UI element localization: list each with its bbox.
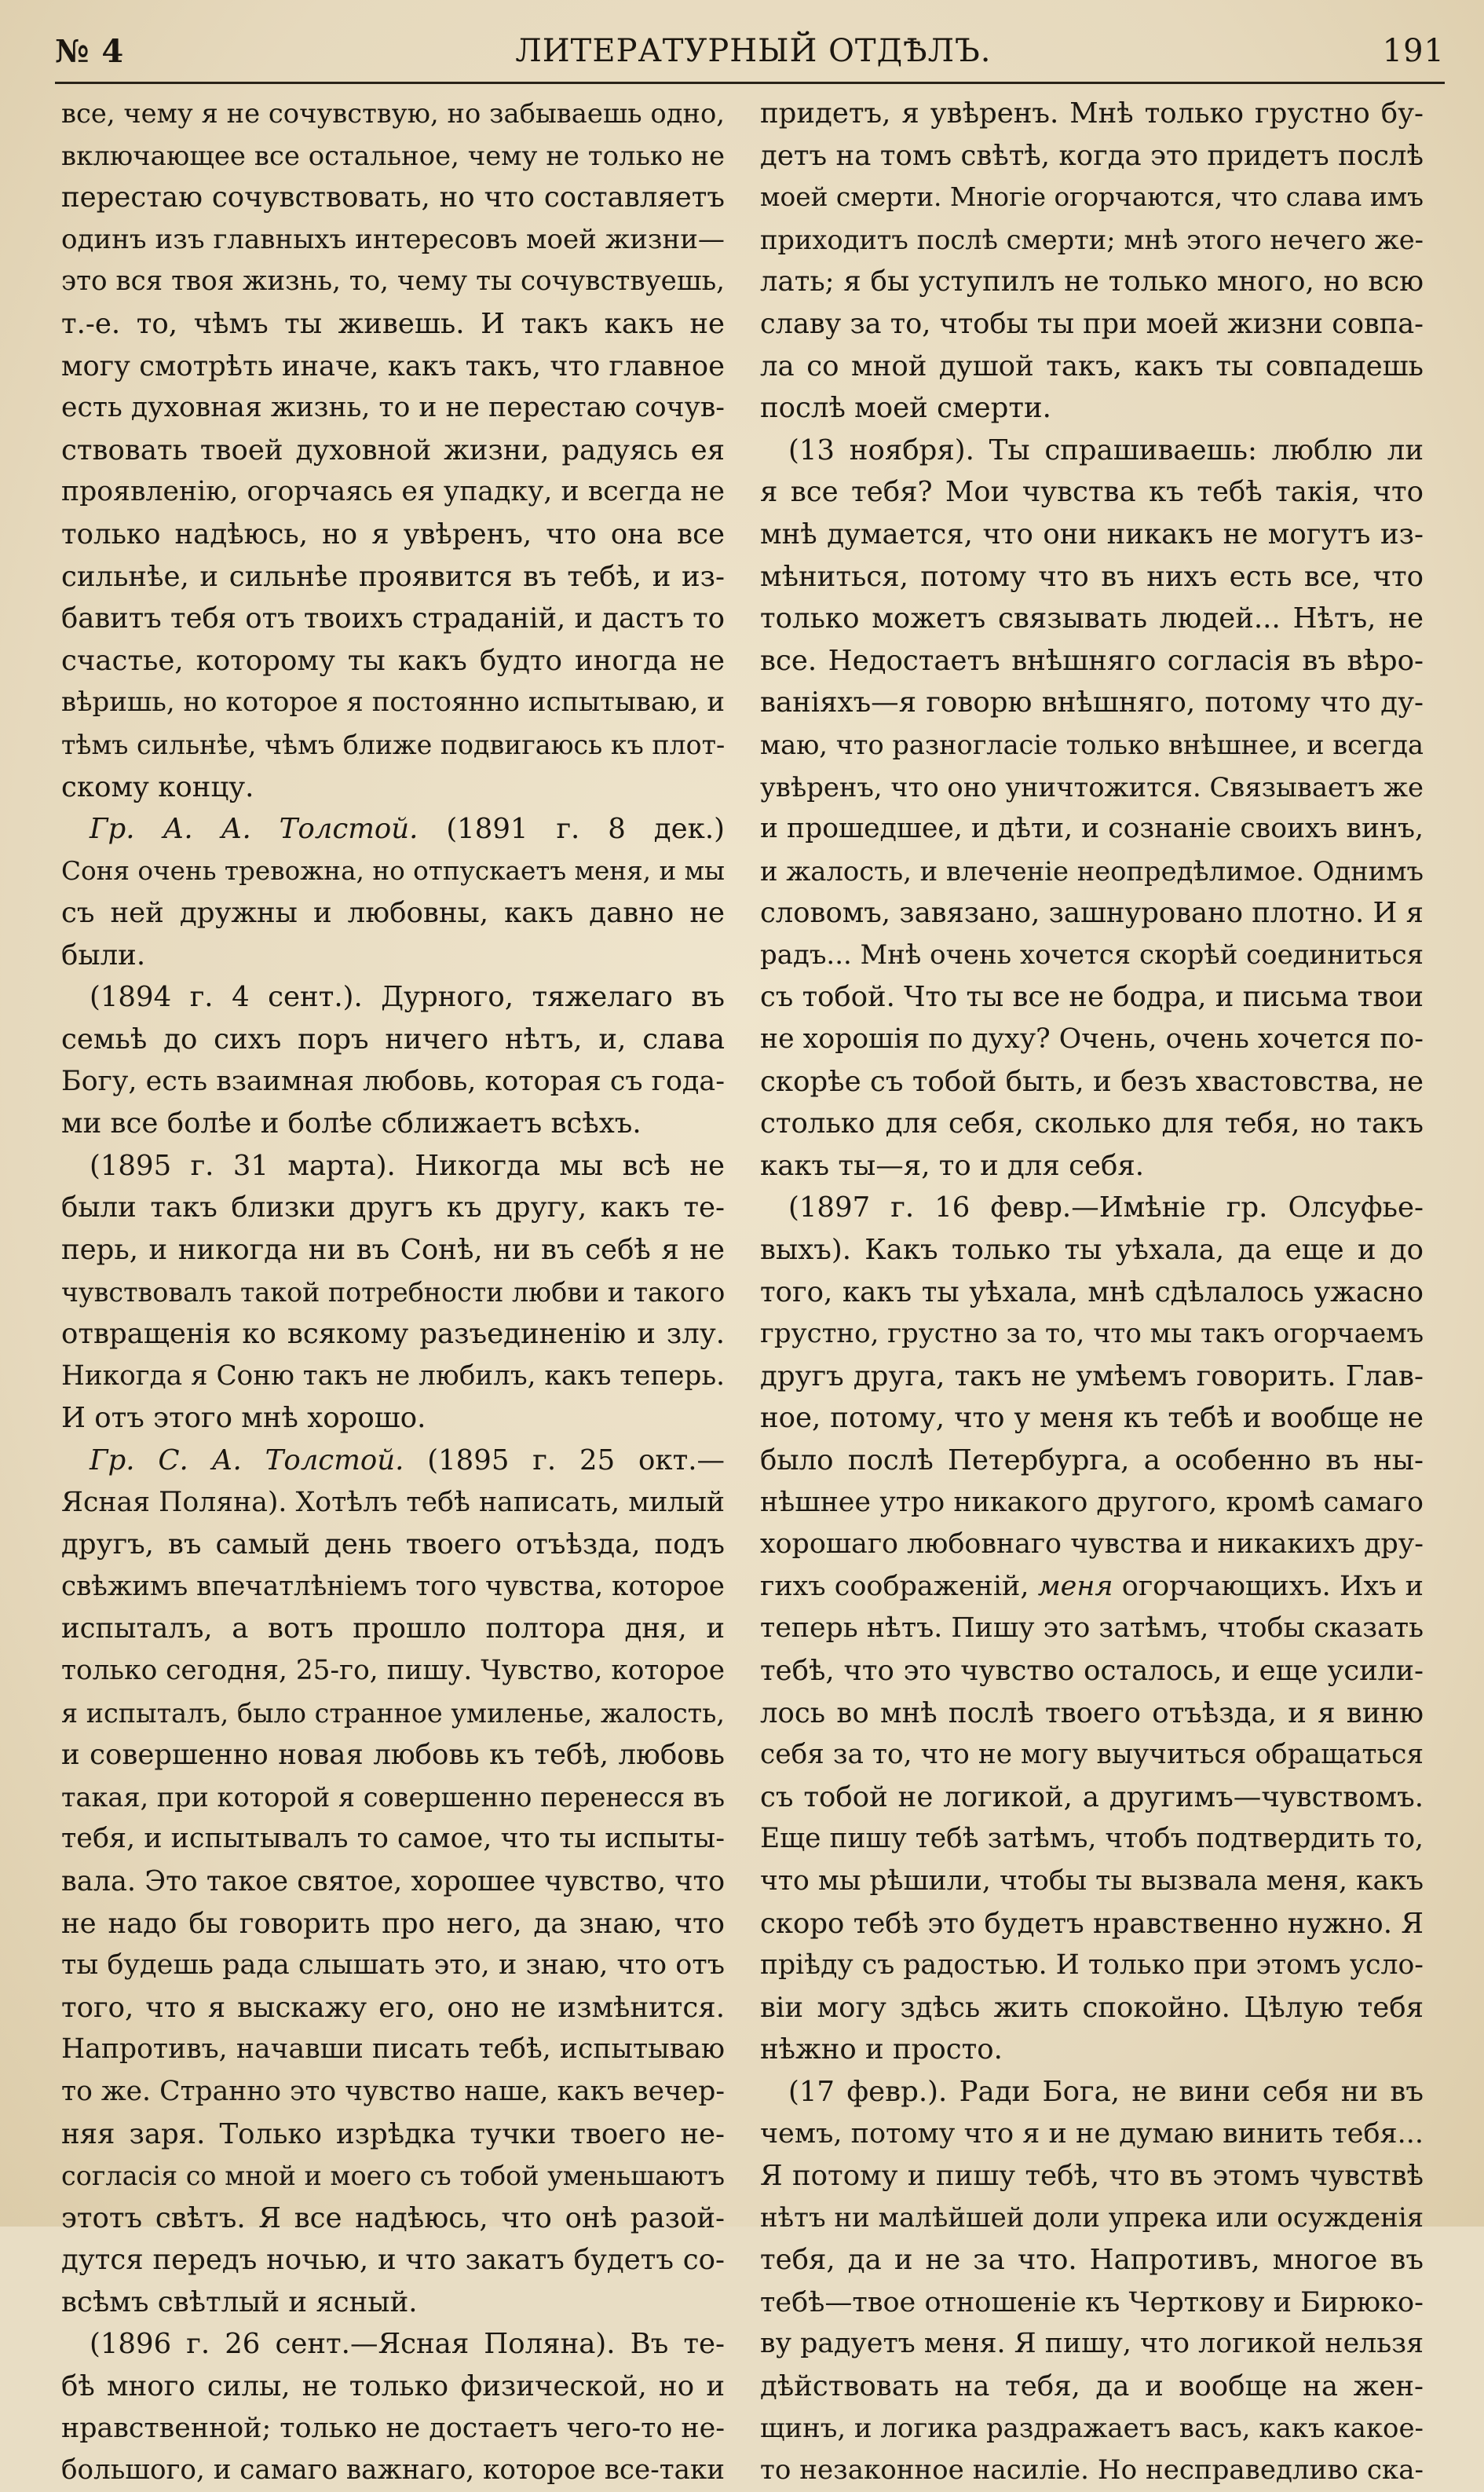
- text-line: (13 ноября). Ты спрашиваешь: люблю ли: [788, 434, 1424, 467]
- text-line: ла со мной душой такъ, какъ ты совпадешь: [760, 349, 1424, 382]
- text-line: приходитъ послѣ смерти; мнѣ этого нечего же-: [760, 224, 1424, 255]
- text-line: что мы рѣшили, чтобы ты вызвала меня, какъ: [760, 1864, 1424, 1897]
- text-line: съ тобой не логикой, а другимъ—чувствомъ.: [760, 1780, 1424, 1813]
- text-line: Никогда я Соню такъ не любилъ, какъ теперь.: [61, 1359, 725, 1392]
- text-line: это вся твоя жизнь, то, чему ты сочувствуешь,: [61, 265, 725, 298]
- text-line: выхъ). Какъ только ты уѣхала, да еще и до: [760, 1234, 1424, 1267]
- section-title: ЛИТЕРАТУРНЫЙ ОТДѢЛЪ.: [515, 33, 992, 69]
- text-line: и прошедшее, и дѣти, и сознаніе своихъ винъ,: [760, 813, 1424, 845]
- text-line: съ ней дружны и любовны, какъ давно не: [61, 897, 725, 930]
- text-line: одинъ изъ главныхъ интересовъ моей жизни—: [61, 223, 725, 255]
- text-line: такая, при которой я совершенно перенесся въ: [61, 1781, 725, 1813]
- text-line: сильнѣе, и сильнѣе проявится въ тебѣ, и из-: [61, 560, 725, 593]
- text-line: (1894 г. 4 сент.). Дурного, тяжелаго въ: [90, 981, 725, 1014]
- text-line: бѣ много силы, не только физической, но и: [61, 2370, 725, 2403]
- text-line: вала. Это такое святое, хорошее чувство, что: [61, 1864, 726, 1897]
- text-line: съ тобой. Что ты все не бодра, и письма твои: [760, 981, 1424, 1014]
- text-line: то же. Странно это чувство наше, какъ вечер-: [61, 2075, 725, 2107]
- text-line: т.-е. то, чѣмъ ты живешь. И такъ какъ не: [61, 307, 725, 340]
- text-line: грустно, грустно за то, что мы такъ огорчаемъ: [760, 1318, 1424, 1350]
- text-line: мнѣ думается, что они никакъ не могутъ из-: [760, 518, 1424, 551]
- text-line: были.: [61, 939, 146, 972]
- text-line: большого, и самаго важнаго, которое все-таки: [61, 2454, 725, 2487]
- text-line: этотъ свѣтъ. Я все надѣюсь, что онѣ разой-: [61, 2201, 725, 2234]
- text-line: того, что я выскажу его, оно не измѣнится.: [61, 1991, 725, 2024]
- text-line: хорошаго любовнаго чувства и никакихъ дру-: [760, 1528, 1424, 1561]
- text-line: віи могу здѣсь жить спокойно. Цѣлую тебя: [760, 1991, 1424, 2024]
- text-line: ное, потому, что у меня къ тебѣ и вообще не: [760, 1402, 1424, 1435]
- text-line: Гр. С. А. Толстой. (1895 г. 25 окт.—: [90, 1444, 725, 1477]
- text-line: пріѣду съ радостью. И только при этомъ усло-: [760, 1949, 1424, 1982]
- text-line: скому концу.: [61, 770, 254, 803]
- text-line: чемъ, потому что я и не думаю винить тебя...: [760, 2117, 1424, 2150]
- text-line: (1896 г. 26 сент.—Ясная Поляна). Въ те-: [90, 2328, 725, 2361]
- header-rule: [55, 82, 1445, 84]
- text-line: счастье, которому ты какъ будто иногда не: [61, 644, 725, 677]
- text-line: придетъ, я увѣренъ. Мнѣ только грустно бу-: [760, 97, 1424, 130]
- text-line: тебѣ, что это чувство осталось, и еще усили-: [760, 1654, 1424, 1687]
- page-number: 191: [1382, 33, 1445, 69]
- text-line: Соня очень тревожна, но отпускаетъ меня, и мы: [61, 855, 725, 886]
- text-line: тебѣ—твое отношеніе къ Черткову и Бирюко-: [760, 2285, 1424, 2318]
- text-line: только сегодня, 25-го, пишу. Чувство, которое: [61, 1654, 725, 1686]
- text-line: то незаконное насиліе. Но несправедливо ска-: [760, 2454, 1424, 2487]
- text-line: лось во мнѣ послѣ твоего отъѣзда, и я виню: [760, 1696, 1424, 1729]
- text-line: славу за то, чтобы ты при моей жизни совпа-: [760, 307, 1424, 340]
- text-line: словомъ, завязано, зашнуровано плотно. И я: [760, 897, 1424, 930]
- text-line: гихъ соображеній, меня огорчающихъ. Ихъ и: [760, 1570, 1424, 1602]
- text-line: вѣришь, но которое я постоянно испытываю, и: [61, 687, 725, 719]
- text-line: тебя, и испытывалъ то самое, что ты испыты-: [61, 1823, 725, 1855]
- text-line: чувствовалъ такой потребности любви и такого: [61, 1276, 726, 1308]
- text-line: и жалость, и влеченіе неопредѣлимое. Однимъ: [760, 855, 1424, 887]
- text-line: другъ друга, такъ не умѣемъ говорить. Глав-: [760, 1359, 1424, 1392]
- text-line: нѣтъ ни малѣйшей доли упрека или осужденія: [760, 2201, 1424, 2234]
- page-header: [55, 24, 1445, 79]
- text-line: я испыталъ, было странное умиленье, жалость,: [61, 1697, 725, 1729]
- text-line: согласія со мной и моего съ тобой уменьшаютъ: [61, 2161, 725, 2192]
- text-line: семьѣ до сихъ поръ ничего нѣтъ, и, слава: [61, 1023, 725, 1056]
- text-line: перестаю сочувствовать, но что составляетъ: [61, 181, 725, 214]
- text-line: тебя, да и не за что. Напротивъ, многое въ: [760, 2244, 1424, 2277]
- text-line: Я потому и пишу тебѣ, что въ этомъ чувствѣ: [760, 2160, 1424, 2193]
- text-line: мѣниться, потому что въ нихъ есть все, что: [760, 560, 1424, 593]
- text-line: и совершенно новая любовь къ тебѣ, любовь: [61, 1739, 725, 1772]
- text-line: не надо бы говорить про него, да знаю, что: [61, 1907, 725, 1940]
- text-line: испыталъ, а вотъ прошло полтора дня, и: [61, 1612, 725, 1645]
- text-line: (17 февр.). Ради Бога, не вини себя ни въ: [788, 2075, 1424, 2108]
- text-line: ваніяхъ—я говорю внѣшняго, потому что ду-: [760, 686, 1424, 719]
- text-line: Еще пишу тебѣ затѣмъ, чтобъ подтвердить то,: [760, 1823, 1424, 1855]
- text-line: теперь нѣтъ. Пишу это затѣмъ, чтобы сказать: [760, 1612, 1424, 1645]
- text-line: Гр. А. А. Толстой. (1891 г. 8 дек.): [90, 813, 725, 846]
- text-line: есть духовная жизнь, то и не перестаю сочув-: [61, 392, 725, 424]
- text-line: все, чему я не сочувствую, но забываешь одно,: [61, 98, 725, 129]
- text-line: увѣренъ, что оно уничтожится. Связываетъ же: [760, 771, 1424, 803]
- text-line: было послѣ Петербурга, а особенно въ ны-: [760, 1444, 1424, 1477]
- text-line: только можетъ связывать людей... Нѣтъ, не: [760, 602, 1424, 635]
- text-line: все. Недостаетъ внѣшняго согласія въ вѣро-: [760, 644, 1424, 677]
- text-line: нравственной; только не достаетъ чего-то не-: [61, 2412, 725, 2444]
- text-line: ствовать твоей духовной жизни, радуясь ея: [61, 434, 725, 467]
- text-line: отвращенія ко всякому разъединенію и злу.: [61, 1318, 725, 1351]
- text-line: нѣжно и просто.: [760, 2033, 1003, 2066]
- text-line: И отъ этого мнѣ хорошо.: [61, 1402, 426, 1435]
- text-line: были такъ близки другъ къ другу, какъ те-: [61, 1191, 725, 1224]
- text-line: скорѣе съ тобой быть, и безъ хвастовства, не: [760, 1065, 1424, 1098]
- text-line: детъ на томъ свѣтѣ, когда это придетъ послѣ: [760, 139, 1424, 172]
- issue-number: № 4: [55, 32, 125, 70]
- text-line: столько для себя, сколько для тебя, но такъ: [760, 1107, 1424, 1140]
- text-line: щинъ, и логика раздражаетъ васъ, какъ какое-: [760, 2413, 1424, 2444]
- text-line: тѣмъ сильнѣе, чѣмъ ближе подвигаюсь къ плот-: [61, 729, 726, 760]
- text-line: няя заря. Только изрѣдка тучки твоего не-: [61, 2117, 725, 2150]
- text-line: маю, что разногласіе только внѣшнее, и всегда: [760, 729, 1424, 760]
- text-line: не хорошія по духу? Очень, очень хочется по-: [760, 1023, 1424, 1056]
- text-line: дѣйствовать на тебя, да и вообще на жен-: [760, 2370, 1424, 2403]
- text-line: ву радуетъ меня. Я пишу, что логикой нельзя: [760, 2328, 1424, 2360]
- text-line: моей смерти. Многіе огорчаются, что слава имъ: [760, 182, 1424, 213]
- text-line: включающее все остальное, чему не только не: [61, 140, 725, 171]
- text-line: могу смотрѣть иначе, какъ такъ, что главное: [61, 349, 725, 382]
- text-line: всѣмъ свѣтлый и ясный.: [61, 2285, 418, 2318]
- text-line: ми все болѣе и болѣе сближаетъ всѣхъ.: [61, 1107, 641, 1140]
- text-line: нѣшнее утро никакого другого, кромѣ самаго: [760, 1486, 1424, 1518]
- text-line: перь, и никогда ни въ Сонѣ, ни въ себѣ я не: [61, 1234, 725, 1267]
- text-line: свѣжимъ впечатлѣніемъ того чувства, которое: [61, 1570, 725, 1602]
- text-line: послѣ моей смерти.: [760, 392, 1051, 425]
- text-line: дутся передъ ночью, и что закатъ будетъ со-: [61, 2244, 725, 2277]
- text-line: какъ ты—я, то и для себя.: [760, 1149, 1145, 1182]
- text-line: себя за то, что не могу выучиться обращаться: [760, 1739, 1424, 1771]
- text-line: проявленію, огорчаясь ея упадку, и всегда не: [61, 476, 725, 508]
- text-line: Богу, есть взаимная любовь, которая съ года-: [61, 1065, 725, 1097]
- text-line: Ясная Поляна). Хотѣлъ тебѣ написать, милый: [61, 1486, 725, 1518]
- text-line: бавитъ тебя отъ твоихъ страданій, и дастъ то: [61, 602, 725, 635]
- text-line: (1897 г. 16 февр.—Имѣніе гр. Олсуфье-: [788, 1191, 1424, 1224]
- text-line: радъ... Мнѣ очень хочется скорѣй соединиться: [760, 939, 1424, 971]
- text-line: ты будешь рада слышать это, и знаю, что отъ: [61, 1949, 725, 1982]
- text-line: другъ, въ самый день твоего отъѣзда, подъ: [61, 1528, 725, 1561]
- text-line: того, какъ ты уѣхала, мнѣ сдѣлалось ужасно: [760, 1275, 1424, 1308]
- text-line: (1895 г. 31 марта). Никогда мы всѣ не: [90, 1149, 725, 1182]
- text-line: лать; я бы уступилъ не только много, но всю: [760, 265, 1424, 298]
- text-line: только надѣюсь, но я увѣренъ, что она все: [61, 518, 725, 551]
- right-column: [760, 93, 1424, 2487]
- text-line: я все тебя? Мои чувства къ тебѣ такія, что: [760, 476, 1424, 509]
- left-column: [61, 93, 726, 2487]
- text-line: скоро тебѣ это будетъ нравственно нужно. Я: [760, 1907, 1424, 1940]
- text-line: Напротивъ, начавши писать тебѣ, испытываю: [61, 2033, 725, 2066]
